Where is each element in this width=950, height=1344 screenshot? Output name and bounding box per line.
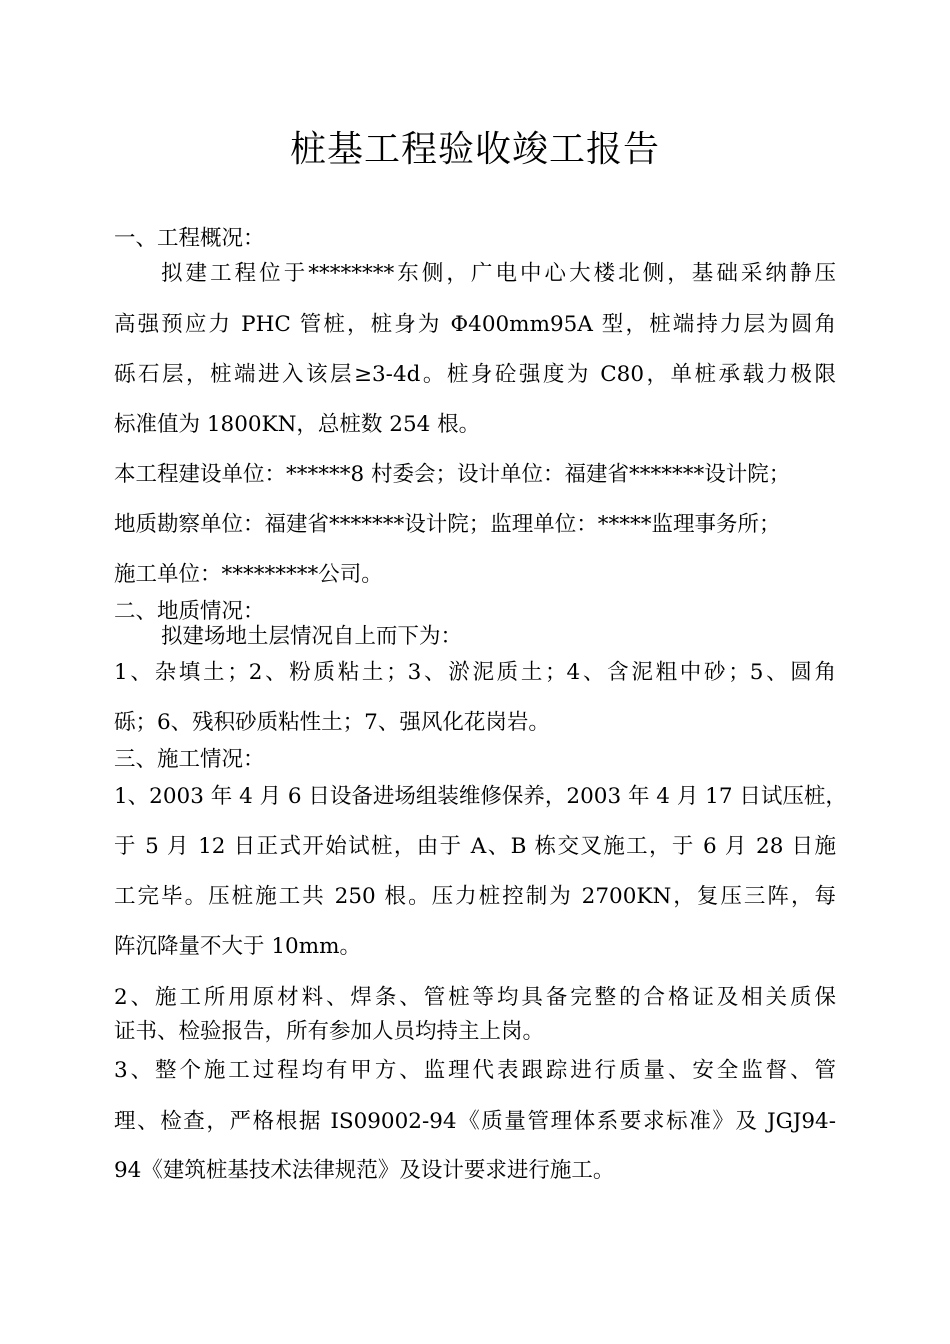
construction-item1-line: 工完毕。压桩施工共 250 根。压力桩控制为 2700KN，复压三阵，每 [114,884,836,909]
document-title: 桩基工程验收竣工报告 [289,129,660,170]
construction-item3-line: 94《建筑桩基技术法律规范》及设计要求进行施工。 [114,1158,615,1183]
section-heading-construction: 三、施工情况： [114,747,265,772]
construction-item3-line: 3、整个施工过程均有甲方、监理代表跟踪进行质量、安全监督、管 [114,1058,836,1083]
overview-paragraph-line: 拟建工程位于********东侧，广电中心大楼北侧，基础采纳静压 [161,261,836,286]
overview-units-line: 地质勘察单位：福建省*******设计院；监理单位：*****监理事务所； [114,512,781,537]
overview-units-line: 本工程建设单位：******8 村委会；设计单位：福建省*******设计院； [114,462,791,487]
construction-item2-line: 证书、检验报告，所有参加人员均持主上岗。 [114,1019,545,1044]
overview-paragraph-line: 砾石层，桩端进入该层≥3-4d。桩身砼强度为 C80，单桩承载力极限 [114,362,836,387]
construction-item3-line: 理、检查，严格根据 IS09002-94《质量管理体系要求标准》及 JGJ94- [114,1109,836,1134]
geology-layers-line: 砾；6、残积砂质粘性土；7、强风化花岗岩。 [114,710,550,735]
overview-units-line: 施工单位：*********公司。 [114,562,383,587]
overview-paragraph-line: 标准值为 1800KN，总桩数 254 根。 [114,412,481,437]
section-heading-overview: 一、工程概况： [114,226,265,251]
construction-item1-line: 于 5 月 12 日正式开始试桩，由于 A、B 栋交叉施工，于 6 月 28 日施 [114,834,836,859]
section-heading-geology: 二、地质情况： [114,599,265,624]
geology-layers-line: 1、杂填土；2、粉质粘土；3、淤泥质土；4、含泥粗中砂；5、圆角 [114,660,836,685]
construction-item1-line: 1、2003 年 4 月 6 日设备进场组装维修保养，2003 年 4 月 17 日试压桩， [114,784,847,809]
geology-intro: 拟建场地土层情况自上而下为： [161,624,463,649]
overview-paragraph-line: 高强预应力 PHC 管桩，桩身为 Φ400mm95A 型，桩端持力层为圆角 [114,312,836,337]
construction-item1-line: 阵沉降量不大于 10mm。 [114,934,361,959]
construction-item2-line: 2、施工所用原材料、焊条、管桩等均具备完整的合格证及相关质保 [114,985,836,1010]
